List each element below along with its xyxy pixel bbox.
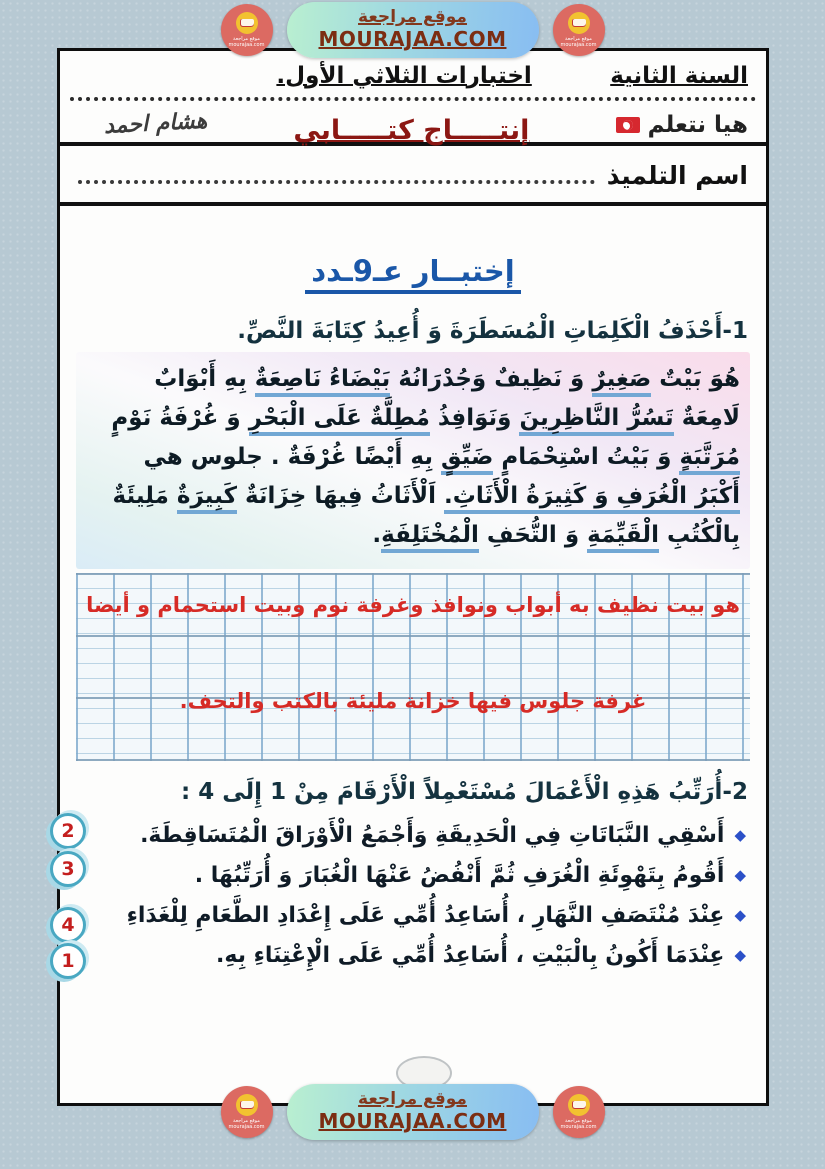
subject-title: إنتـــــاج كتـــــابي: [293, 115, 530, 146]
passage-line: لَامِعَةٌ تَسُرُّ النَّاظِرِينَ وَنَوَافِذُ مُطِلَّةٌ عَلَى الْبَحْرِ وَ غُرْفَةُ نَوْمٍ: [86, 399, 740, 438]
reading-passage: [76, 352, 750, 569]
badge-site-name: موقع مراجعة: [565, 1118, 592, 1124]
site-badge-right: [553, 4, 605, 56]
teacher-signature: هشام احمد: [103, 108, 208, 140]
question1-label: 1-أَحْذَفُ الْكَلِمَاتِ الْمُسَطَرَةَ وَ أُعِيدُ كِتَابَةَ النَّصِّ.: [237, 318, 748, 344]
underlined-word: كَبِيرَةٌ: [177, 483, 237, 514]
underlined-word: الْمُخْتَلِفَةِ: [381, 522, 479, 553]
grade-label: السنة الثانية: [610, 63, 748, 89]
badge-site-name: موقع مراجعة: [233, 36, 260, 42]
handwritten-answer-line1: هو بيت نظيف به أبواب ونوافذ وغرفة نوم وبيت استحمام و أيضا: [86, 593, 740, 617]
underlined-word: صَغِيرٌ: [592, 366, 651, 397]
list-item: [76, 815, 746, 855]
badge-site-domain: mourajaa.com: [560, 1124, 597, 1130]
open-book-icon: [236, 1094, 258, 1116]
site-domain: MOURAJAA.COM: [318, 1109, 507, 1133]
ordering-list: [61, 815, 750, 975]
site-domain: MOURAJAA.COM: [318, 27, 507, 51]
underlined-word: مُطِلَّةٌ عَلَى الْبَحْرِ: [249, 405, 430, 436]
underlined-word: تَسُرُّ النَّاظِرِينَ: [519, 405, 673, 436]
open-book-icon: [568, 12, 590, 34]
ruled-answer-area: [76, 573, 750, 761]
bottom-site-banner: [0, 1084, 825, 1140]
site-link-pill: [287, 2, 539, 58]
student-name-field: [78, 160, 595, 184]
exam-series-label: اختبارات الثلاثي الأول.: [276, 63, 532, 89]
tunisia-flag-icon: [616, 117, 640, 133]
list-item-text: أَسْقِي النَّبَاتَاتِ فِي الْحَدِيقَةِ وَأَجْمَعُ الْأَوْرَاقَ الْمُتَسَاقِطَةَ.: [140, 822, 725, 848]
site-badge-right: [553, 1086, 605, 1138]
diamond-bullet-icon: ◆: [734, 865, 746, 884]
badge-site-domain: mourajaa.com: [560, 42, 597, 48]
list-item: [76, 935, 746, 975]
badge-site-domain: mourajaa.com: [228, 42, 265, 48]
passage-line: بِالْكُتُبِ الْقَيِّمَةِ وَ التُّحَفِ الْمُخْتَلِفَةِ.: [86, 516, 740, 555]
passage-line: هُوَ بَيْتٌ صَغِيرٌ وَ نَظِيفٌ وَجُدْرَانُهُ بَيْضَاءُ نَاصِعَةٌ بِهِ أَبْوَابٌ: [86, 360, 740, 399]
student-name-label: اسم التلميذ: [606, 161, 748, 190]
site-badge-left: [221, 4, 273, 56]
underlined-word: ضَيِّقٍ: [441, 444, 493, 475]
school-subject-row: [60, 101, 766, 146]
list-item-text: عِنْدَمَا أَكُونُ بِالْبَيْتِ ، أُسَاعِدُ أُمِّي عَلَى الْإِعْتِنَاءِ بِهِ.: [216, 942, 725, 968]
diamond-bullet-icon: ◆: [734, 905, 746, 924]
school-motto: [616, 112, 748, 138]
site-link-pill: [287, 1084, 539, 1140]
site-name-arabic: موقع مراجعة: [358, 1089, 467, 1109]
order-number-badge: 4: [50, 907, 86, 943]
question2-label: 2-أُرَتِّبُ هَذِهِ الْأَعْمَالَ مُسْتَعْمِلاً الْأَرْقَامَ مِنْ 1 إِلَى 4 :: [181, 779, 748, 805]
school-motto-label: هيا نتعلم: [647, 111, 748, 138]
passage-line: مُرَتَّبَةٍ وَ بَيْتُ اسْتِحْمَامٍ ضَيِّقٍ بِهِ أَيْضًا غُرْفَةٌ . جلوس هي: [86, 438, 740, 477]
order-number-badge: 3: [50, 851, 86, 887]
badge-site-name: موقع مراجعة: [233, 1118, 260, 1124]
diamond-bullet-icon: ◆: [734, 945, 746, 964]
diamond-bullet-icon: ◆: [734, 825, 746, 844]
open-book-icon: [236, 12, 258, 34]
exam-body: [60, 206, 766, 975]
site-name-arabic: موقع مراجعة: [358, 7, 467, 27]
list-item: [76, 855, 746, 895]
test-title: إختبــار عـ9ـدد: [305, 254, 520, 294]
passage-line: أَكْبَرُ الْغُرَفِ وَ كَثِيرَةُ الْأَثَاثِ. اَلْأَثَاثُ فِيهَا خِزَانَةٌ كَبِيرَةٌ مَلِيئَةٌ: [86, 477, 740, 516]
underlined-word: الْقَيِّمَةِ: [587, 522, 659, 553]
student-name-row: [60, 146, 766, 206]
list-item-text: عِنْدَ مُنْتَصَفِ النَّهَارِ ، أُسَاعِدُ أُمِّي عَلَى إِعْدَادِ الطَّعَامِ لِلْغَدَاءِ: [126, 902, 725, 928]
exam-sheet: [57, 48, 769, 1106]
list-item: [76, 895, 746, 935]
badge-site-name: موقع مراجعة: [565, 36, 592, 42]
list-item-text: أَقُومُ بِتَهْوِئَةِ الْغُرَفِ ثُمَّ أَنْفُضُ عَنْهَا الْغُبَارَ وَ أُرَتِّبُهَا .: [194, 862, 725, 888]
underlined-word: مُرَتَّبَةٍ: [679, 444, 740, 475]
top-site-banner: [0, 2, 825, 58]
handwritten-answer-line2: غرفة جلوس فيها خزانة مليئة بالكتب والتحف.: [179, 689, 647, 713]
order-number-badge: 2: [50, 813, 86, 849]
badge-site-domain: mourajaa.com: [228, 1124, 265, 1130]
underlined-word: أَكْبَرُ الْغُرَفِ وَ كَثِيرَةُ الْأَثَاثِ.: [444, 483, 740, 514]
underlined-word: بَيْضَاءُ نَاصِعَةٌ: [255, 366, 391, 397]
open-book-icon: [568, 1094, 590, 1116]
order-number-badge: 1: [50, 943, 86, 979]
site-badge-left: [221, 1086, 273, 1138]
